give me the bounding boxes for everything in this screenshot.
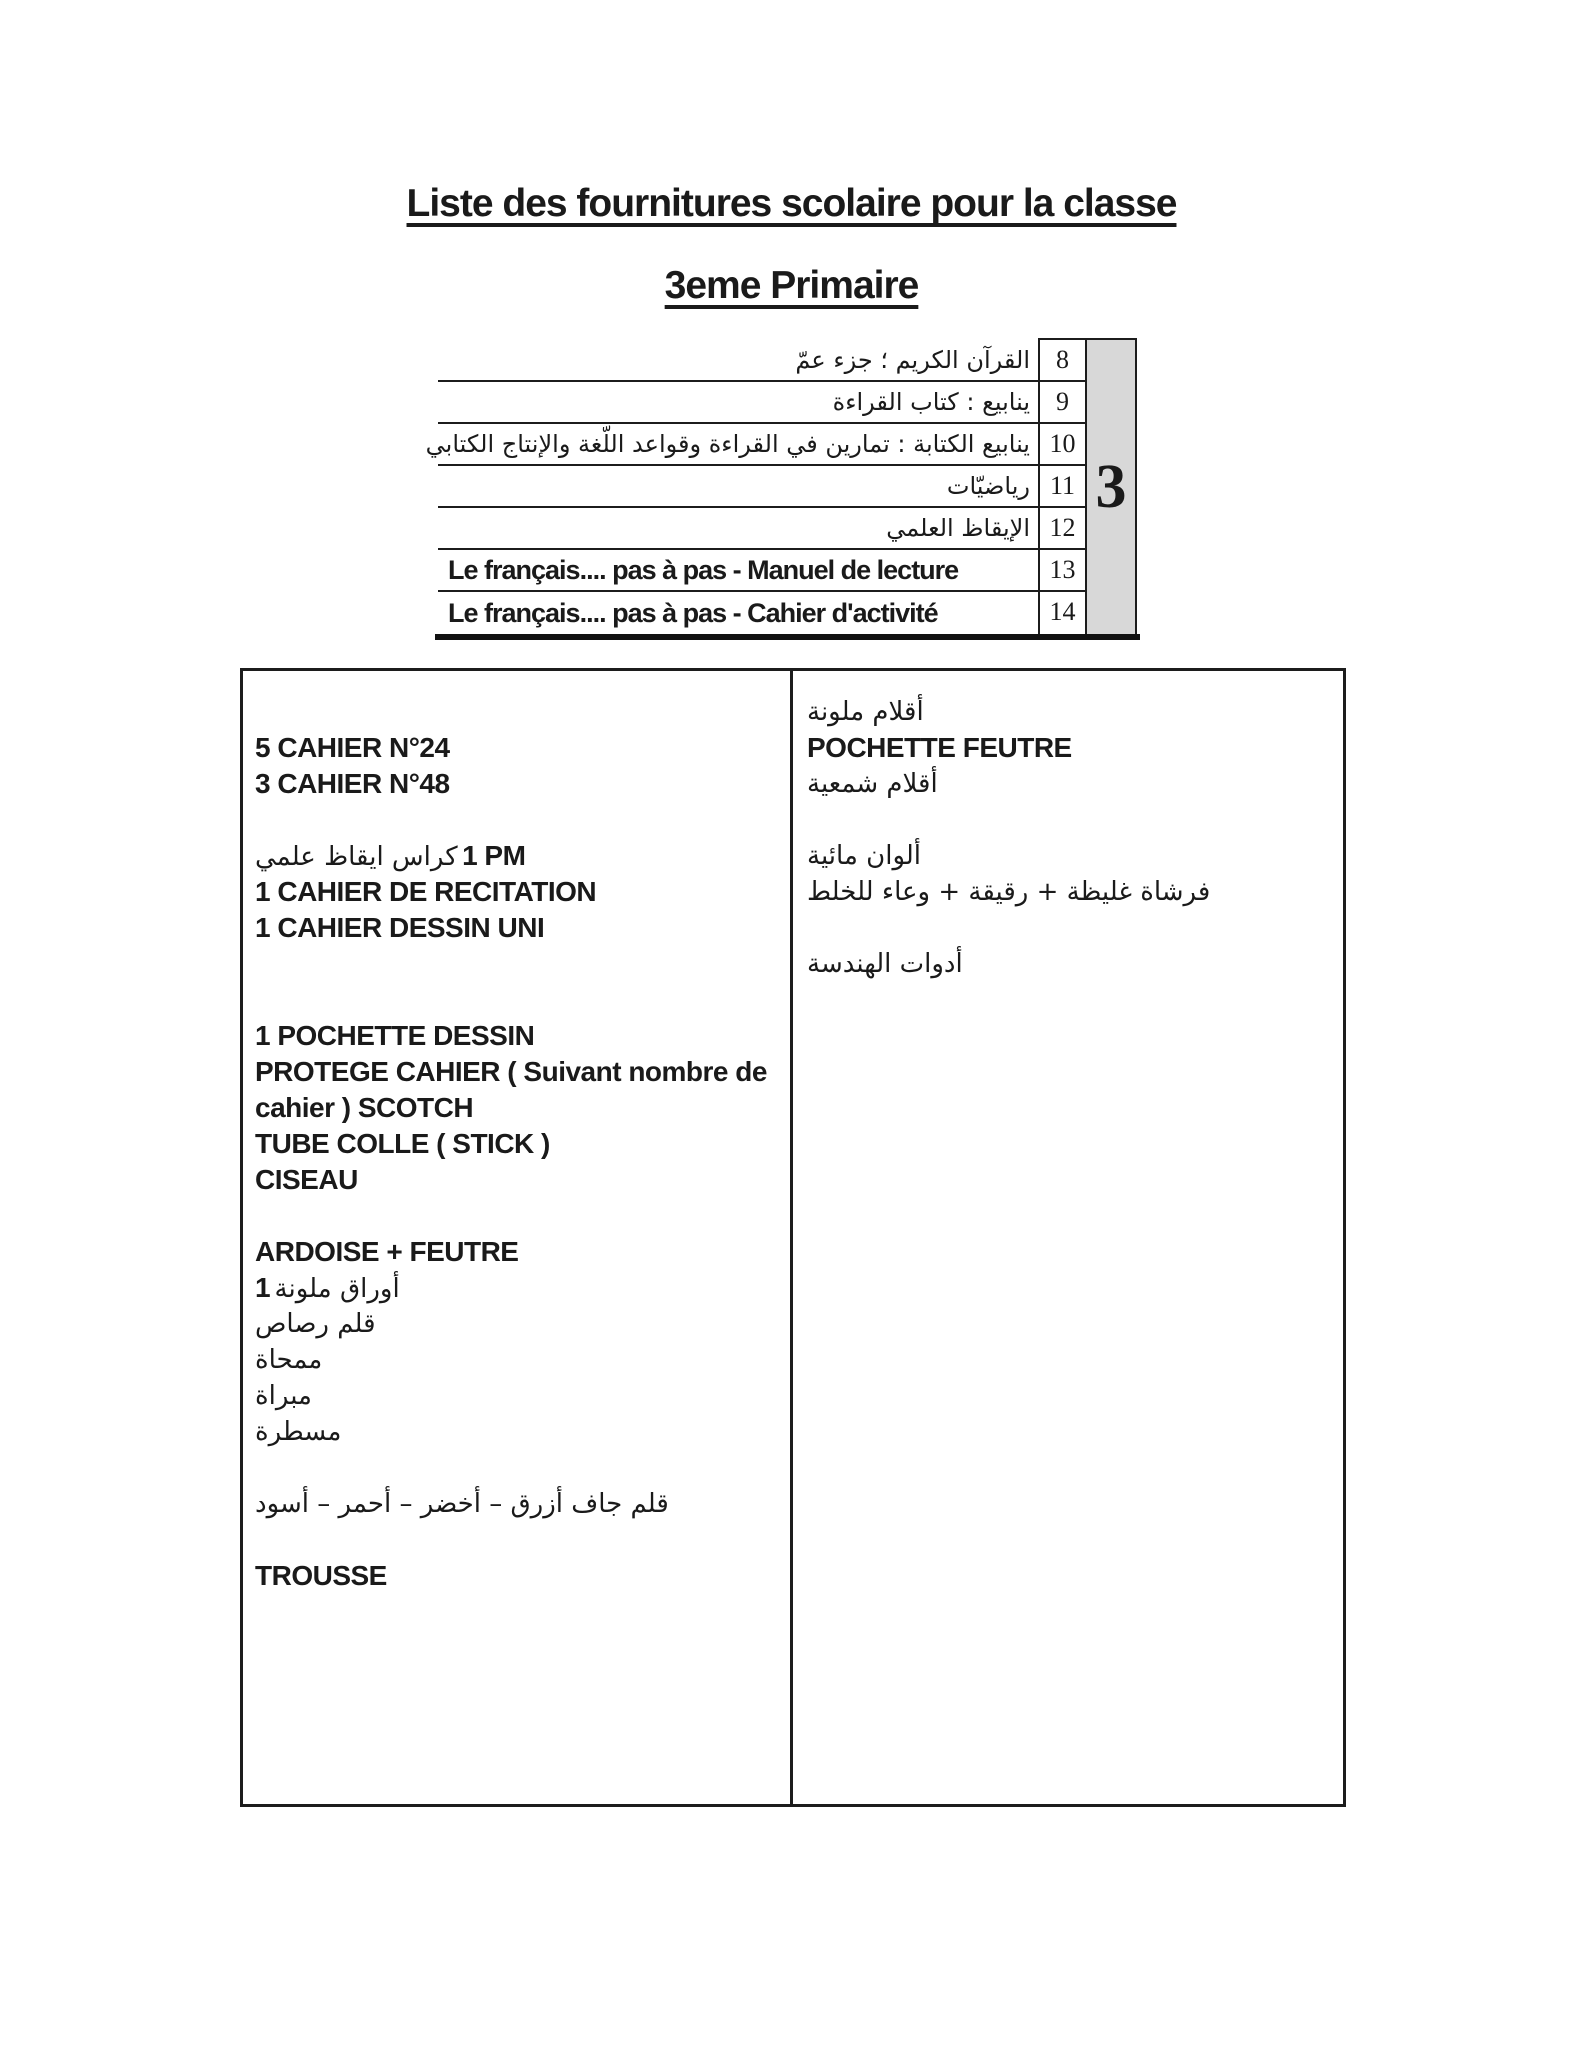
textbook-table [425, 340, 1137, 634]
row-number: 11 [1040, 466, 1085, 508]
supply-item-text: قلم رصاص [255, 1309, 376, 1339]
supply-item-text: 1 [255, 1272, 271, 1303]
blank-line [255, 694, 782, 730]
supply-line [255, 1018, 782, 1054]
supply-line [255, 1270, 782, 1306]
supply-item-text: TUBE COLLE ( STICK ) [255, 1128, 550, 1159]
textbook-title-text: رياضيّات [946, 472, 1030, 500]
supply-line [255, 730, 782, 766]
supply-item-text: CISEAU [255, 1164, 358, 1195]
supply-item-text: ألوان مائية [807, 841, 922, 871]
page-title [0, 184, 1583, 223]
blank-line [255, 946, 782, 982]
supply-line [255, 1090, 782, 1126]
textbook-row [438, 550, 1038, 592]
supply-item-text: مسطرة [255, 1417, 342, 1447]
textbook-title-text: القرآن الكريم ؛ جزء عمّ [795, 346, 1030, 374]
supply-line [255, 1162, 782, 1198]
supply-line [807, 694, 1335, 730]
supplies-left-column [243, 671, 793, 1804]
supply-item-text: أدوات الهندسة [807, 949, 963, 979]
textbook-title-text: ينابيع الكتابة : تمارين في القراءة وقواعد اللّغة والإنتاج الكتابي [425, 430, 1030, 458]
textbook-title-text: ينابيع : كتاب القراءة [832, 388, 1030, 416]
textbook-title-column [425, 340, 1038, 634]
supply-line [807, 946, 1335, 982]
supply-item-text: 1 POCHETTE DESSIN [255, 1020, 535, 1051]
textbook-row [438, 340, 1038, 382]
supply-line [255, 1342, 782, 1378]
blank-line [255, 1522, 782, 1558]
supply-item-text: مبراة [255, 1381, 312, 1411]
blank-line [807, 802, 1335, 838]
row-number: 9 [1040, 382, 1085, 424]
row-number: 10 [1040, 424, 1085, 466]
row-number-column [1038, 340, 1087, 634]
supply-line [255, 766, 782, 802]
textbook-title-text: الإيقاظ العلمي [886, 514, 1030, 542]
blank-line [255, 1198, 782, 1234]
supply-line [255, 1234, 782, 1270]
table-bottom-rule [435, 634, 1140, 640]
grade-label: 3 [1095, 452, 1127, 521]
supply-item-text: 3 CAHIER N°48 [255, 768, 450, 799]
textbook-row [438, 466, 1038, 508]
supply-item-text: TROUSSE [255, 1560, 387, 1591]
supply-item-text: PROTEGE CAHIER ( Suivant nombre de [255, 1056, 767, 1087]
supplies-right-column [793, 671, 1343, 1804]
textbook-row [438, 592, 1038, 634]
row-number: 13 [1040, 550, 1085, 592]
textbook-row [438, 382, 1038, 424]
supply-line [255, 838, 782, 874]
supply-item-text: 1 PM [462, 840, 526, 871]
table-top-rule [1038, 338, 1137, 340]
supply-line [255, 1378, 782, 1414]
textbook-row [438, 508, 1038, 550]
supply-item-text: 5 CAHIER N°24 [255, 732, 450, 763]
textbook-title-text: Le français.... pas à pas - Cahier d'activité [448, 598, 938, 628]
supply-item-text: أقلام شمعية [807, 769, 938, 799]
supply-line [807, 874, 1335, 910]
supply-item-text: أوراق ملونة [274, 1274, 400, 1304]
supply-line [255, 910, 782, 946]
page-subtitle [0, 266, 1583, 305]
blank-line [255, 1450, 782, 1486]
blank-line [807, 910, 1335, 946]
supply-item-text: 1 CAHIER DESSIN UNI [255, 912, 545, 943]
blank-line [255, 802, 782, 838]
supply-line [255, 1054, 782, 1090]
supply-line [255, 1306, 782, 1342]
supply-line [255, 1558, 782, 1594]
row-number: 8 [1040, 340, 1085, 382]
row-number: 12 [1040, 508, 1085, 550]
grade-column [1087, 340, 1137, 634]
supply-item-text: cahier ) SCOTCH [255, 1092, 474, 1123]
page-title-text: Liste des fournitures scolaire pour la classe [406, 182, 1177, 225]
supplies-box [240, 668, 1346, 1807]
supply-line [255, 1126, 782, 1162]
supply-line [255, 874, 782, 910]
supply-line [807, 730, 1335, 766]
row-number: 14 [1049, 597, 1076, 626]
supply-item-text: كراس ايقاظ علمي [255, 842, 458, 872]
supply-line [255, 1414, 782, 1450]
supply-item-text: ARDOISE + FEUTRE [255, 1236, 519, 1267]
supply-item-text: ممحاة [255, 1345, 323, 1375]
page-subtitle-text: 3eme Primaire [664, 264, 919, 307]
textbook-title-text: Le français.... pas à pas - Manuel de lecture [448, 555, 959, 585]
supply-line [807, 838, 1335, 874]
supply-line [255, 1486, 782, 1522]
textbook-row [425, 424, 1038, 466]
supply-item-text: 1 CAHIER DE RECITATION [255, 876, 597, 907]
supply-item-text: POCHETTE FEUTRE [807, 732, 1072, 763]
supply-line [807, 766, 1335, 802]
supply-item-text: قلم جاف أزرق – أخضر – أحمر – أسود [255, 1489, 669, 1519]
supply-item-text: أقلام ملونة [807, 697, 924, 727]
supply-item-text: فرشاة غليظة + رقيقة + وعاء للخلط [807, 877, 1211, 907]
blank-line [255, 982, 782, 1018]
